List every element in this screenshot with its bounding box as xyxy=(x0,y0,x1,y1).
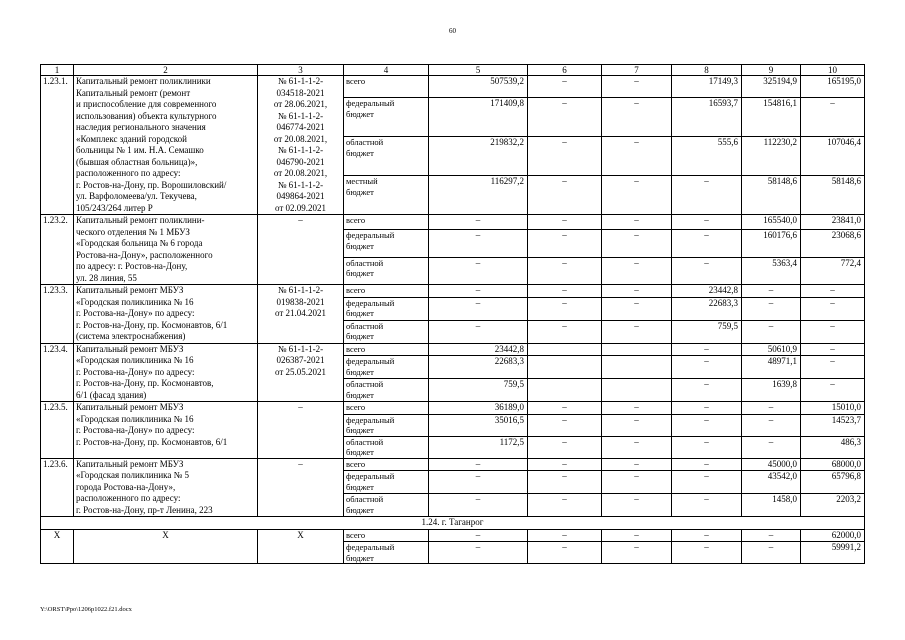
value-cell: 43542,0 xyxy=(742,471,801,494)
object-name xyxy=(74,215,258,285)
column-header: 2 xyxy=(74,65,258,76)
text-line: «Городская поликлиника № 16 xyxy=(76,355,194,365)
value-cell: 50610,9 xyxy=(742,343,801,356)
value-cell: 555,6 xyxy=(672,137,742,176)
value-cell: 772,4 xyxy=(801,257,865,284)
value-cell: – xyxy=(602,176,672,215)
value-cell: – xyxy=(672,343,742,356)
value-cell: – xyxy=(742,414,801,436)
text-line: ул. 28 линия, 55 xyxy=(76,272,137,283)
value-cell: – xyxy=(602,230,672,257)
text-line: всего xyxy=(346,402,366,412)
value-cell: – xyxy=(801,320,865,343)
column-header: 3 xyxy=(258,65,344,76)
text-line: расположенного по адресу: xyxy=(76,493,181,503)
value-cell: 165195,0 xyxy=(801,76,865,98)
text-line: областной xyxy=(346,137,384,148)
object-name xyxy=(74,402,258,459)
text-line: № 61-1-1-2- xyxy=(277,285,324,295)
text-line: всего xyxy=(346,215,366,225)
text-line: 6/1 (фасад здания) xyxy=(76,389,147,400)
value-cell: 23841,0 xyxy=(801,215,865,230)
value-cell: – xyxy=(801,297,865,320)
text-line: бюджет xyxy=(346,268,374,279)
text-line: федеральный xyxy=(346,542,395,552)
funding-source xyxy=(344,285,429,298)
value-cell: – xyxy=(429,257,528,284)
table-row xyxy=(41,402,865,415)
header-row xyxy=(41,65,865,76)
text-line: Капитальный ремонт МБУЗ xyxy=(76,458,184,469)
value-cell: – xyxy=(742,402,801,415)
funding-source xyxy=(344,414,429,436)
funding-source xyxy=(344,436,429,458)
text-line: 046774-2021 xyxy=(276,122,325,132)
value-cell: – xyxy=(602,215,672,230)
text-line: – xyxy=(298,402,303,412)
text-line: бюджет xyxy=(346,366,374,377)
text-line: 019838-2021 xyxy=(276,296,325,307)
value-cell: – xyxy=(672,414,742,436)
text-line: 049864-2021 xyxy=(276,191,325,201)
value-cell: 59991,2 xyxy=(801,542,865,564)
value-cell: – xyxy=(602,494,672,517)
table-row xyxy=(41,76,865,98)
value-cell xyxy=(528,356,602,379)
object-name xyxy=(74,458,258,517)
text-line: Капитальный ремонт поликлиники xyxy=(76,76,211,86)
table-row xyxy=(41,343,865,356)
text-line: Капитальный ремонт (ремонт xyxy=(76,87,191,98)
funding-source xyxy=(344,542,429,564)
value-cell xyxy=(602,343,672,356)
value-cell: – xyxy=(528,257,602,284)
value-cell: – xyxy=(429,285,528,298)
funding-source xyxy=(344,230,429,257)
text-line: «Городская поликлиника № 16 xyxy=(76,296,194,307)
text-line: № 61-1-1-2- xyxy=(277,76,324,86)
value-cell: – xyxy=(528,76,602,98)
value-cell: – xyxy=(801,379,865,402)
text-line: бюджет xyxy=(346,108,374,119)
value-cell: 36189,0 xyxy=(429,402,528,415)
text-line: расположенного по адресу: xyxy=(76,168,181,178)
value-cell: – xyxy=(429,230,528,257)
text-line: Ростова-на-Дону», расположенного xyxy=(76,249,213,260)
text-line: г. Ростова-на-Дону» по адресу: xyxy=(76,308,195,318)
value-cell: – xyxy=(672,379,742,402)
value-cell: – xyxy=(528,285,602,298)
text-line: всего xyxy=(346,343,366,354)
value-cell: – xyxy=(801,98,865,137)
text-line: всего xyxy=(346,285,366,295)
value-cell: 65796,8 xyxy=(801,471,865,494)
text-line: бюджет xyxy=(346,331,374,342)
text-line: бюджет xyxy=(346,481,374,492)
value-cell: 1172,5 xyxy=(429,436,528,458)
value-cell xyxy=(528,379,602,402)
value-cell: 62000,0 xyxy=(801,529,865,542)
value-cell: – xyxy=(742,542,801,564)
value-cell: 171409,8 xyxy=(429,98,528,137)
placeholder-x: Х xyxy=(41,529,74,564)
budget-table xyxy=(40,64,865,564)
value-cell: 17149,3 xyxy=(672,76,742,98)
funding-source xyxy=(344,320,429,343)
value-cell: – xyxy=(801,356,865,379)
funding-source xyxy=(344,529,429,542)
table-row xyxy=(41,285,865,298)
value-cell: 1639,8 xyxy=(742,379,801,402)
text-line: «Комплекс зданий городской xyxy=(76,133,187,144)
value-cell: – xyxy=(429,529,528,542)
text-line: федеральный xyxy=(346,356,395,367)
value-cell: 154816,1 xyxy=(742,98,801,137)
text-line: бюджет xyxy=(346,425,374,435)
value-cell: 58148,6 xyxy=(801,176,865,215)
text-line: от 21.04.2021 xyxy=(274,308,327,318)
text-line: областной xyxy=(346,257,384,268)
column-header: 1 xyxy=(41,65,74,76)
text-line: бюджет xyxy=(346,308,374,319)
value-cell: 116297,2 xyxy=(429,176,528,215)
text-line: бюджет xyxy=(346,240,374,251)
funding-source xyxy=(344,76,429,98)
row-id: 1.23.6. xyxy=(41,458,74,517)
document-numbers xyxy=(258,343,344,402)
value-cell: – xyxy=(528,137,602,176)
value-cell: 68000,0 xyxy=(801,458,865,471)
value-cell: – xyxy=(801,285,865,298)
value-cell: – xyxy=(742,297,801,320)
text-line: ческого отделения № 1 МБУЗ xyxy=(76,226,190,237)
document-numbers xyxy=(258,215,344,285)
row-id: 1.23.1. xyxy=(41,76,74,215)
text-line: бюджет xyxy=(346,186,374,197)
text-line: г. Ростов-на-Дону, пр. Космонавтов, 6/1 xyxy=(76,319,228,330)
value-cell: – xyxy=(528,297,602,320)
value-cell: 48971,1 xyxy=(742,356,801,379)
text-line: 034518-2021 xyxy=(276,87,325,98)
document-numbers xyxy=(258,76,344,215)
value-cell: 16593,7 xyxy=(672,98,742,137)
text-line: федеральный xyxy=(346,230,395,241)
text-line: бюджет xyxy=(346,504,374,515)
value-cell: 160176,6 xyxy=(742,230,801,257)
document-numbers xyxy=(258,402,344,459)
document-numbers xyxy=(258,285,344,344)
column-header: 8 xyxy=(672,65,742,76)
table-row xyxy=(41,529,865,542)
value-cell: – xyxy=(602,320,672,343)
value-cell: – xyxy=(528,320,602,343)
text-line: г. Ростов-на-Дону, пр. Космонавтов, xyxy=(76,378,214,388)
text-line: 105/243/264 литер Р xyxy=(76,202,153,213)
text-line: г. Ростов-на-Дону, пр-т Ленина, 223 xyxy=(76,504,213,515)
column-header: 9 xyxy=(742,65,801,76)
value-cell: – xyxy=(528,230,602,257)
text-line: бюджет xyxy=(346,147,374,158)
row-id: 1.23.3. xyxy=(41,285,74,344)
value-cell: 219832,2 xyxy=(429,137,528,176)
value-cell: – xyxy=(672,402,742,415)
text-line: от 28.06.2021, xyxy=(273,99,328,109)
funding-source xyxy=(344,98,429,137)
value-cell: – xyxy=(429,471,528,494)
value-cell: – xyxy=(672,176,742,215)
text-line: бюджет xyxy=(346,389,374,400)
object-name xyxy=(74,76,258,215)
value-cell: – xyxy=(742,436,801,458)
value-cell: 486,3 xyxy=(801,436,865,458)
value-cell: – xyxy=(429,458,528,471)
funding-source xyxy=(344,215,429,230)
value-cell: – xyxy=(602,285,672,298)
value-cell: – xyxy=(602,402,672,415)
value-cell: 107046,4 xyxy=(801,137,865,176)
value-cell: – xyxy=(602,297,672,320)
value-cell: – xyxy=(672,471,742,494)
text-line: № 61-1-1-2- xyxy=(277,145,324,155)
funding-source xyxy=(344,137,429,176)
object-name xyxy=(74,343,258,402)
value-cell: – xyxy=(801,343,865,356)
text-line: федеральный xyxy=(346,471,395,482)
text-line: г. Ростова-на-Дону» по адресу: xyxy=(76,366,195,377)
footer-path: Y:\ORST\Ppo\1206p1022.f21.docx xyxy=(40,606,132,613)
text-line: областной xyxy=(346,494,384,505)
value-cell: 23442,8 xyxy=(429,343,528,356)
value-cell: 759,5 xyxy=(429,379,528,402)
value-cell: – xyxy=(429,297,528,320)
value-cell: 507539,2 xyxy=(429,76,528,98)
value-cell: 23068,6 xyxy=(801,230,865,257)
text-line: (система электроснабжения) xyxy=(76,331,186,341)
text-line: больницы № 1 им. Н.А. Семашко xyxy=(76,145,204,155)
value-cell: 165540,0 xyxy=(742,215,801,230)
text-line: Капитальный ремонт поликлини- xyxy=(76,215,205,225)
value-cell: – xyxy=(742,285,801,298)
text-line: от 25.05.2021 xyxy=(274,366,327,377)
column-header: 4 xyxy=(344,65,429,76)
text-line: «Городская больница № 6 города xyxy=(76,238,203,248)
funding-source xyxy=(344,343,429,356)
value-cell: – xyxy=(602,257,672,284)
value-cell: – xyxy=(528,529,602,542)
funding-source xyxy=(344,494,429,517)
text-line: от 20.08.2021, xyxy=(273,168,328,178)
text-line: Капитальный ремонт МБУЗ xyxy=(76,343,184,354)
value-cell: 22683,3 xyxy=(429,356,528,379)
funding-source xyxy=(344,176,429,215)
placeholder-x: Х xyxy=(258,529,344,564)
text-line: 026387-2021 xyxy=(276,355,325,365)
text-line: использования) объекта культурного xyxy=(76,110,217,121)
text-line: г. Ростов-на-Дону, пр. Ворошиловский/ xyxy=(76,179,227,190)
text-line: «Городская поликлиника № 16 xyxy=(76,413,194,424)
value-cell xyxy=(602,379,672,402)
text-line: № 61-1-1-2- xyxy=(277,179,324,190)
section-row xyxy=(41,517,865,530)
text-line: местный xyxy=(346,176,378,187)
document-numbers xyxy=(258,458,344,517)
value-cell: – xyxy=(429,215,528,230)
funding-source xyxy=(344,356,429,379)
value-cell: 22683,3 xyxy=(672,297,742,320)
value-cell: 23442,8 xyxy=(672,285,742,298)
value-cell: – xyxy=(602,542,672,564)
value-cell: – xyxy=(429,542,528,564)
row-id: 1.23.2. xyxy=(41,215,74,285)
value-cell: – xyxy=(602,98,672,137)
text-line: наследия регионального значения xyxy=(76,122,206,132)
row-id: 1.23.4. xyxy=(41,343,74,402)
value-cell: – xyxy=(528,414,602,436)
funding-source xyxy=(344,471,429,494)
section-title: 1.24. г. Таганрог xyxy=(41,517,865,530)
value-cell: – xyxy=(528,471,602,494)
value-cell: – xyxy=(528,542,602,564)
text-line: г. Ростов-на-Дону, пр. Космонавтов, 6/1 xyxy=(76,436,228,447)
value-cell: 1458,0 xyxy=(742,494,801,517)
value-cell: – xyxy=(602,436,672,458)
text-line: – xyxy=(298,215,303,225)
value-cell: – xyxy=(528,215,602,230)
value-cell: – xyxy=(672,257,742,284)
text-line: 046790-2021 xyxy=(276,156,325,167)
value-cell: – xyxy=(672,230,742,257)
value-cell: – xyxy=(602,471,672,494)
text-line: федеральный xyxy=(346,414,395,425)
row-id: 1.23.5. xyxy=(41,402,74,459)
text-line: города Ростова-на-Дону», xyxy=(76,481,176,492)
text-line: всего xyxy=(346,458,366,469)
value-cell: – xyxy=(672,529,742,542)
value-cell: – xyxy=(528,458,602,471)
text-line: г. Ростова-на-Дону» по адресу: xyxy=(76,425,195,435)
value-cell: – xyxy=(672,542,742,564)
text-line: «Городская поликлиника № 5 xyxy=(76,470,189,480)
text-line: бюджет xyxy=(346,552,374,563)
text-line: № 61-1-1-2- xyxy=(277,343,324,354)
placeholder-x: Х xyxy=(74,529,258,564)
text-line: от 02.09.2021 xyxy=(274,202,327,213)
text-line: всего xyxy=(346,76,366,86)
text-line: – xyxy=(298,458,303,469)
value-cell: – xyxy=(672,215,742,230)
text-line: бюджет xyxy=(346,447,374,457)
value-cell xyxy=(602,356,672,379)
text-line: № 61-1-1-2- xyxy=(277,110,324,121)
text-line: федеральный xyxy=(346,98,395,109)
value-cell: – xyxy=(672,356,742,379)
text-line: и приспособление для современного xyxy=(76,99,217,109)
value-cell: 5363,4 xyxy=(742,257,801,284)
value-cell: – xyxy=(528,176,602,215)
text-line: областной xyxy=(346,379,384,390)
value-cell: 15010,0 xyxy=(801,402,865,415)
value-cell: – xyxy=(742,529,801,542)
table-row xyxy=(41,458,865,471)
value-cell: – xyxy=(602,137,672,176)
text-line: Капитальный ремонт МБУЗ xyxy=(76,285,184,295)
value-cell: – xyxy=(672,436,742,458)
value-cell: 2203,2 xyxy=(801,494,865,517)
object-name xyxy=(74,285,258,344)
value-cell: 759,5 xyxy=(672,320,742,343)
value-cell: 325194,9 xyxy=(742,76,801,98)
value-cell: – xyxy=(528,436,602,458)
value-cell: 58148,6 xyxy=(742,176,801,215)
value-cell: – xyxy=(672,494,742,517)
text-line: ул. Варфоломеева/ул. Текучева, xyxy=(76,191,197,201)
value-cell: – xyxy=(602,76,672,98)
funding-source xyxy=(344,458,429,471)
value-cell: – xyxy=(672,458,742,471)
text-line: от 20.08.2021, xyxy=(273,133,328,144)
column-header: 5 xyxy=(429,65,528,76)
column-header: 10 xyxy=(801,65,865,76)
value-cell: 45000,0 xyxy=(742,458,801,471)
text-line: областной xyxy=(346,436,384,447)
funding-source xyxy=(344,257,429,284)
value-cell: – xyxy=(602,414,672,436)
value-cell: 35016,5 xyxy=(429,414,528,436)
value-cell: 112230,2 xyxy=(742,137,801,176)
column-header: 7 xyxy=(602,65,672,76)
text-line: всего xyxy=(346,529,366,540)
text-line: (бывшая областная больница)», xyxy=(76,156,198,167)
column-header: 6 xyxy=(528,65,602,76)
funding-source xyxy=(344,402,429,415)
value-cell: – xyxy=(742,320,801,343)
text-line: областной xyxy=(346,320,384,331)
funding-source xyxy=(344,297,429,320)
table-row xyxy=(41,215,865,230)
value-cell: 14523,7 xyxy=(801,414,865,436)
value-cell: – xyxy=(429,494,528,517)
value-cell: – xyxy=(602,458,672,471)
text-line: федеральный xyxy=(346,297,395,308)
page-number: 60 xyxy=(449,27,456,35)
text-line: по адресу: г. Ростов-на-Дону, xyxy=(76,261,188,271)
value-cell: – xyxy=(528,494,602,517)
value-cell: – xyxy=(528,402,602,415)
value-cell: – xyxy=(602,529,672,542)
value-cell xyxy=(528,343,602,356)
funding-source xyxy=(344,379,429,402)
value-cell: – xyxy=(429,320,528,343)
value-cell: – xyxy=(528,98,602,137)
text-line: Капитальный ремонт МБУЗ xyxy=(76,402,184,412)
